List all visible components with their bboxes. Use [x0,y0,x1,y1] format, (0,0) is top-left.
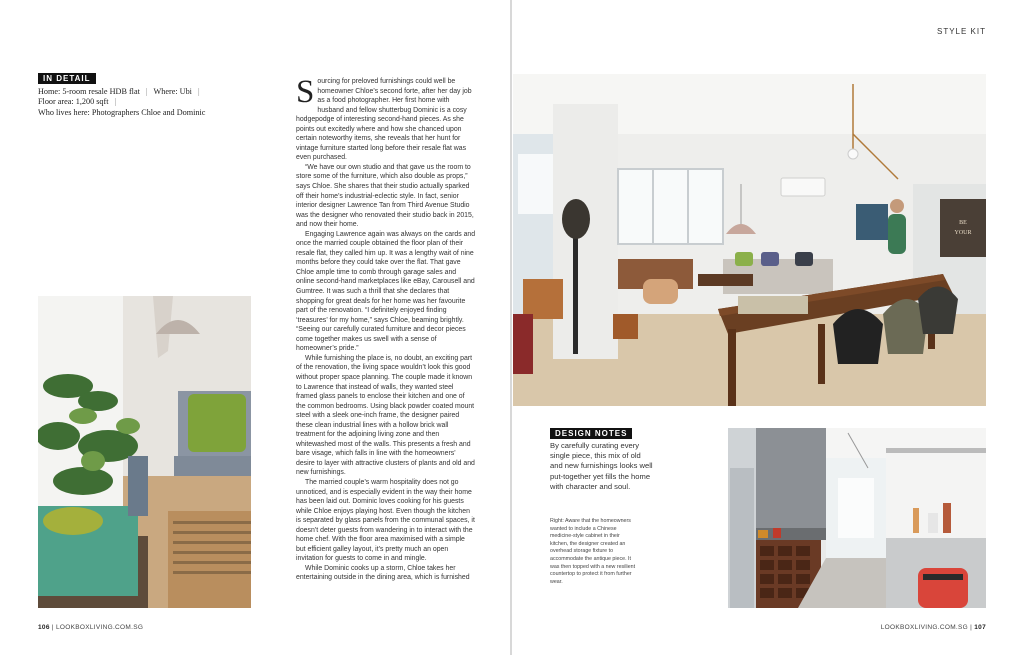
in-detail-box: Home: 5-room resale HDB flat | Where: Ubi | Floor area: 1,200 sqft | Who lives here: Photographers Chloe and Dominic [38,87,278,118]
article-paragraph-2: “We have our own studio and that gave us the room to store some of the furniture, which also double as props,” says Chloe. She shares that their studio actually sparked off their home’s industrial-eclectic style. In fact, senior interior designer Lawrence Tan from Third Avenue Studio was the designer who renovated their studio back in 2015, and now their home. [296,163,474,229]
detail-floor-area: Floor area: 1,200 sqft [38,97,109,107]
plants-living-photo [38,296,251,608]
wall-sign-line-2: YOUR [954,230,972,236]
folio-left: 106 | LOOKBOXLIVING.COM.SG [38,624,144,631]
article-paragraph-1: ourcing for preloved furnishings could well be homeowner Chloe’s second forte, after her day job as a food photographer. Her first home with husband and fellow shutterbug Dominic is a cosy hodgepodge of interesting second-hand pieces. As she points out excitedly where and how she chanced upon certain noteworthy items, she reveals that her hunt for vintage furniture started long before their resale flat was even purchased. [296,78,472,162]
article-paragraph-4: While furnishing the place is, no doubt, an exciting part of the renovation, the living space wouldn’t look this good without proper space planning. The couple made it known to Lawrence that instead of walls, they wanted steel framed glass panels to enclose their kitchen and one of the common bedrooms. Using black powder coated mount steel with a sleek one-inch frame, the designer paired these clean industrial lines with a hollow brick wall treatment for the adjoining living zone and then whitewashed most of the walls. This presents a fresh and bare visage, which falls in line with the homeowners’ desire to layer with attractive clusters of plants and old and new furnishings. [296,354,475,477]
detail-home: Home: 5-room resale HDB flat [38,87,140,96]
left-page [0,0,511,655]
design-notes-tag: DESIGN NOTES [550,428,632,439]
section-label: STYLE KIT [936,27,986,36]
article-paragraph-5: The married couple’s warm hospitality does not go unnoticed, and is especially evident in the way their home has been laid out. Dominic loves cooking for his guests while Chloe enjoys playing host. Even though the kitchen is separated by glass panels from the communal spaces, it doesn’t deter guests from wandering in to interact with the home chef. With the floor area maximised with a simple but efficient galley layout, it’s pretty much an open invitation for guests to come in and mingle. [296,478,475,563]
folio-right: LOOKBOXLIVING.COM.SG | 107 [880,624,986,631]
detail-where: Where: Ubi [153,87,192,96]
article-paragraph-6: While Dominic cooks up a storm, Chloe takes her entertaining outside in the dining area, which is furnished [296,564,470,582]
article-paragraph-3: Engaging Lawrence again was always on the cards and once the married couple obtained the floor plan of their resale flat, they called him up. It was a lengthy wait of nine months before they could take over the flat. That gave Chloe ample time to comb through garage sales and online second-hand marketplaces like eBay, Carousell and Gumtree. It was such a thrill that she declares that shopping for great deals for her home was her favourite part of the renovation. “I definitely enjoyed finding ‘treasures’ for my home,” says Chloe, beaming brightly. “Seeing our carefully curated furniture and decor pieces come together makes us swell with a sense of homeowner’s pride.” [296,230,476,353]
drop-cap: S [296,77,315,110]
site-url-right: LOOKBOXLIVING.COM.SG [880,624,969,631]
page-number-left: 106 [38,624,50,631]
site-url-left: LOOKBOXLIVING.COM.SG [55,624,144,631]
living-dining-photo [513,74,986,406]
photo-caption: Right: Aware that the homeowners wanted to include a Chinese medicine-style cabinet in their kitchen, the designer created an overhead storage fixture to accommodate the antique piece. It was then topped with a new resilient countertop to protect it from further wear. [550,518,636,585]
kitchen-photo [728,428,986,608]
design-notes-text: By carefully curating every single piece, this mix of old and new furnishings looks well put-together yet fills the home with character and soul. [550,441,653,491]
page-number-right: 107 [974,624,986,631]
article-body [296,77,476,612]
wall-sign-line-1: BE [959,220,967,226]
in-detail-tag: IN DETAIL [38,73,96,84]
detail-who: Who lives here: Photographers Chloe and Dominic [38,107,206,117]
